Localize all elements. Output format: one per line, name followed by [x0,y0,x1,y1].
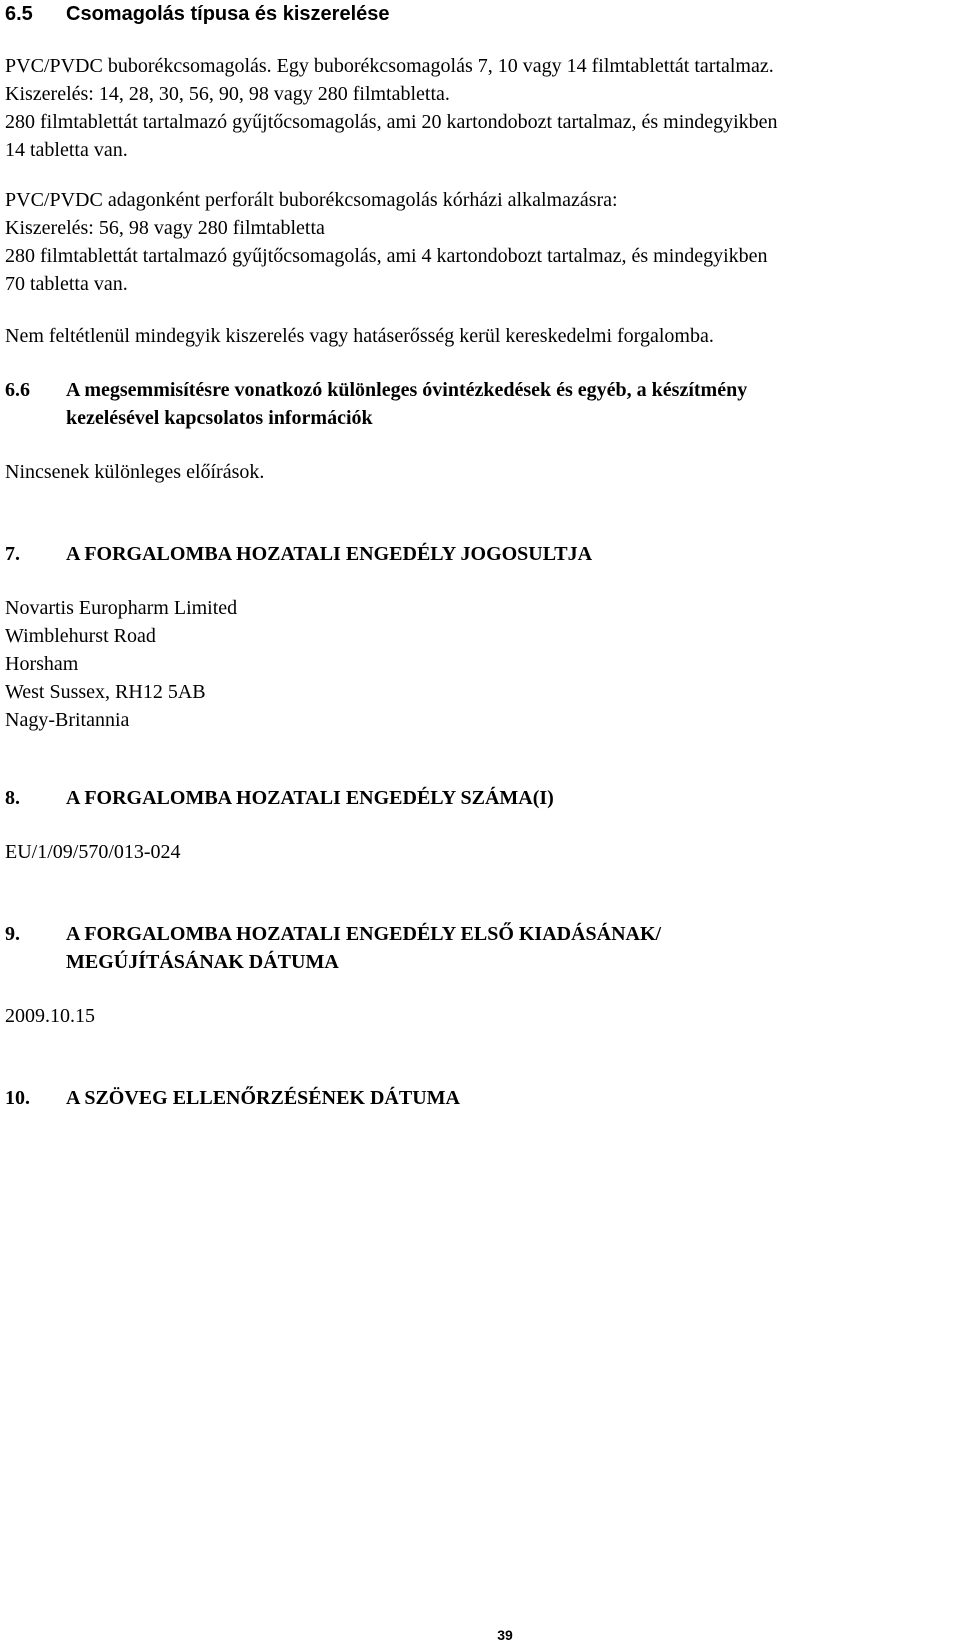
text-line: EU/1/09/570/013-024 [5,841,181,863]
section-title [66,376,747,432]
section-number: 6.5 [5,3,33,25]
address-line: Wimblehurst Road [5,625,156,647]
section-title: A FORGALOMBA HOZATALI ENGEDÉLY SZÁMA(I) [66,787,554,809]
text-line: Nem feltétlenül mindegyik kiszerelés vagy hatáserősség kerül kereskedelmi forgalomba. [5,325,714,347]
authorisation-date [5,1002,95,1030]
disposal-text [5,458,264,486]
section-number: 9. [5,923,20,945]
section-number: 6.6 [5,379,30,401]
holder-address [5,594,237,734]
section-number: 8. [5,787,20,809]
text-line: 70 tabletta van. [5,273,128,295]
title-line: kezelésével kapcsolatos információk [66,407,373,429]
section-number: 7. [5,543,20,565]
text-line: 280 filmtablettát tartalmazó gyűjtőcsomagolás, ami 4 kartondobozt tartalmaz, és mindegyikben [5,245,768,267]
packaging-paragraph-1 [5,52,778,164]
section-number: 10. [5,1087,30,1109]
section-title [66,920,661,976]
text-line: 280 filmtablettát tartalmazó gyűjtőcsomagolás, ami 20 kartondobozt tartalmaz, és mindegyikben [5,111,778,133]
section-title: A FORGALOMBA HOZATALI ENGEDÉLY JOGOSULTJA [66,543,593,565]
packaging-paragraph-2 [5,186,768,298]
authorisation-number [5,838,181,866]
text-line: Kiszerelés: 14, 28, 30, 56, 90, 98 vagy 280 filmtabletta. [5,83,450,105]
packaging-paragraph-3 [5,322,714,350]
title-line: A FORGALOMBA HOZATALI ENGEDÉLY ELSŐ KIADÁSÁNAK/ [66,923,662,945]
text-line: 2009.10.15 [5,1005,95,1027]
title-line: MEGÚJÍTÁSÁNAK DÁTUMA [66,951,339,973]
text-line: Kiszerelés: 56, 98 vagy 280 filmtabletta [5,217,325,239]
text-line: 14 tabletta van. [5,139,128,161]
text-line: Nincsenek különleges előírások. [5,461,265,483]
address-line: West Sussex, RH12 5AB [5,681,206,703]
address-line: Nagy-Britannia [5,709,130,731]
page-number: 39 [497,1627,513,1643]
address-line: Horsham [5,653,79,675]
section-title: A SZÖVEG ELLENŐRZÉSÉNEK DÁTUMA [66,1087,460,1109]
address-line: Novartis Europharm Limited [5,597,238,619]
section-title: Csomagolás típusa és kiszerelése [66,3,390,25]
text-line: PVC/PVDC buborékcsomagolás. Egy buborékcsomagolás 7, 10 vagy 14 filmtablettát tartalmaz. [5,55,774,77]
title-line: A megsemmisítésre vonatkozó különleges óvintézkedések és egyéb, a készítmény [66,379,748,401]
text-line: PVC/PVDC adagonként perforált buborékcsomagolás kórházi alkalmazásra: [5,189,618,211]
